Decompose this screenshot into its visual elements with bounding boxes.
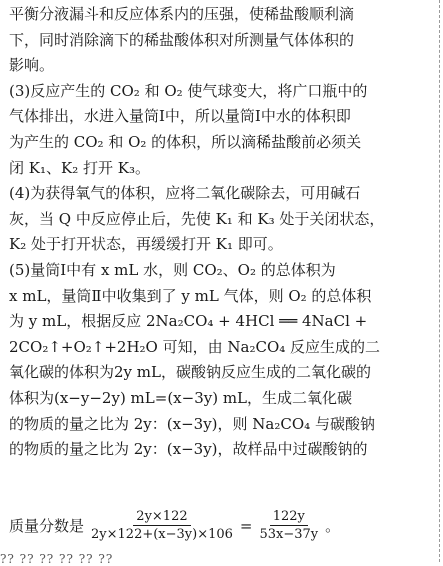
text-line: 下，同时消除滴下的稀盐酸体积对所测量气体体积的 bbox=[9, 30, 355, 49]
text-line: 影响。 bbox=[9, 56, 55, 75]
fraction-1-numerator: 2y×122 bbox=[133, 508, 190, 526]
text-line: 闭 K₁、K₂ 打开 K₃。 bbox=[9, 158, 150, 177]
equals-sign: = bbox=[239, 516, 253, 535]
fraction-2-denominator: 53x−37y bbox=[259, 527, 319, 542]
text-line: 为 y mL，根据反应 2Na₂CO₄ + 4HCl ══ 4NaCl + bbox=[9, 312, 368, 331]
formula-prefix: 质量分数是 bbox=[9, 517, 85, 535]
text-line: 2CO₂↑+O₂↑+2H₂O 可知，由 Na₂CO₄ 反应生成的二 bbox=[9, 337, 381, 356]
fraction-1 bbox=[88, 508, 236, 543]
cut-off-footer-text: ?? ?? ?? ?? ?? ?? bbox=[0, 552, 114, 566]
text-line: 灰，当 Q 中反应停止后，先使 K₁ 和 K₃ 处于关闭状态， bbox=[9, 209, 385, 228]
mass-fraction-formula bbox=[9, 508, 340, 543]
fraction-1-denominator: 2y×122+(x−3y)×106 bbox=[91, 527, 233, 542]
text-line: (5)量筒Ⅰ中有 x mL 水，则 CO₂、O₂ 的总体积为 bbox=[9, 260, 336, 279]
text-line: 体积为(x−y−2y) mL=(x−3y) mL，生成二氧化碳 bbox=[9, 388, 353, 407]
text-line: 的物质的量之比为 2y：(x−3y)，故样品中过碳酸钠的 bbox=[9, 440, 368, 459]
formula-suffix: 。 bbox=[325, 517, 341, 535]
text-line: 氧化碳的体积为2y mL，碳酸钠反应生成的二氧化碳的 bbox=[9, 363, 371, 382]
fraction-2 bbox=[257, 508, 322, 543]
answer-text bbox=[9, 2, 429, 463]
fraction-2-numerator: 122y bbox=[270, 508, 308, 526]
dashed-margin-line bbox=[439, 0, 440, 562]
text-line: 的物质的量之比为 2y：(x−3y)，则 Na₂CO₄ 与碳酸钠 bbox=[9, 414, 375, 433]
text-line: x mL，量筒Ⅱ中收集到了 y mL 气体，则 O₂ 的总体积 bbox=[9, 286, 372, 305]
text-line: (4)为获得氧气的体积，应将二氧化碳除去，可用碱石 bbox=[9, 184, 361, 203]
text-line: K₂ 处于打开状态，再缓缓打开 K₁ 即可。 bbox=[9, 235, 283, 254]
text-line: 平衡分液漏斗和反应体系内的压强，使稀盐酸顺利滴 bbox=[9, 5, 355, 23]
text-line: (3)反应产生的 CO₂ 和 O₂ 使气球变大，将广口瓶中的 bbox=[9, 81, 368, 100]
text-line: 为产生的 CO₂ 和 O₂ 的体积，所以滴稀盐酸前必须关 bbox=[9, 132, 362, 151]
text-line: 气体排出，水进入量筒Ⅰ中，所以量筒Ⅰ中水的体积即 bbox=[9, 107, 351, 126]
